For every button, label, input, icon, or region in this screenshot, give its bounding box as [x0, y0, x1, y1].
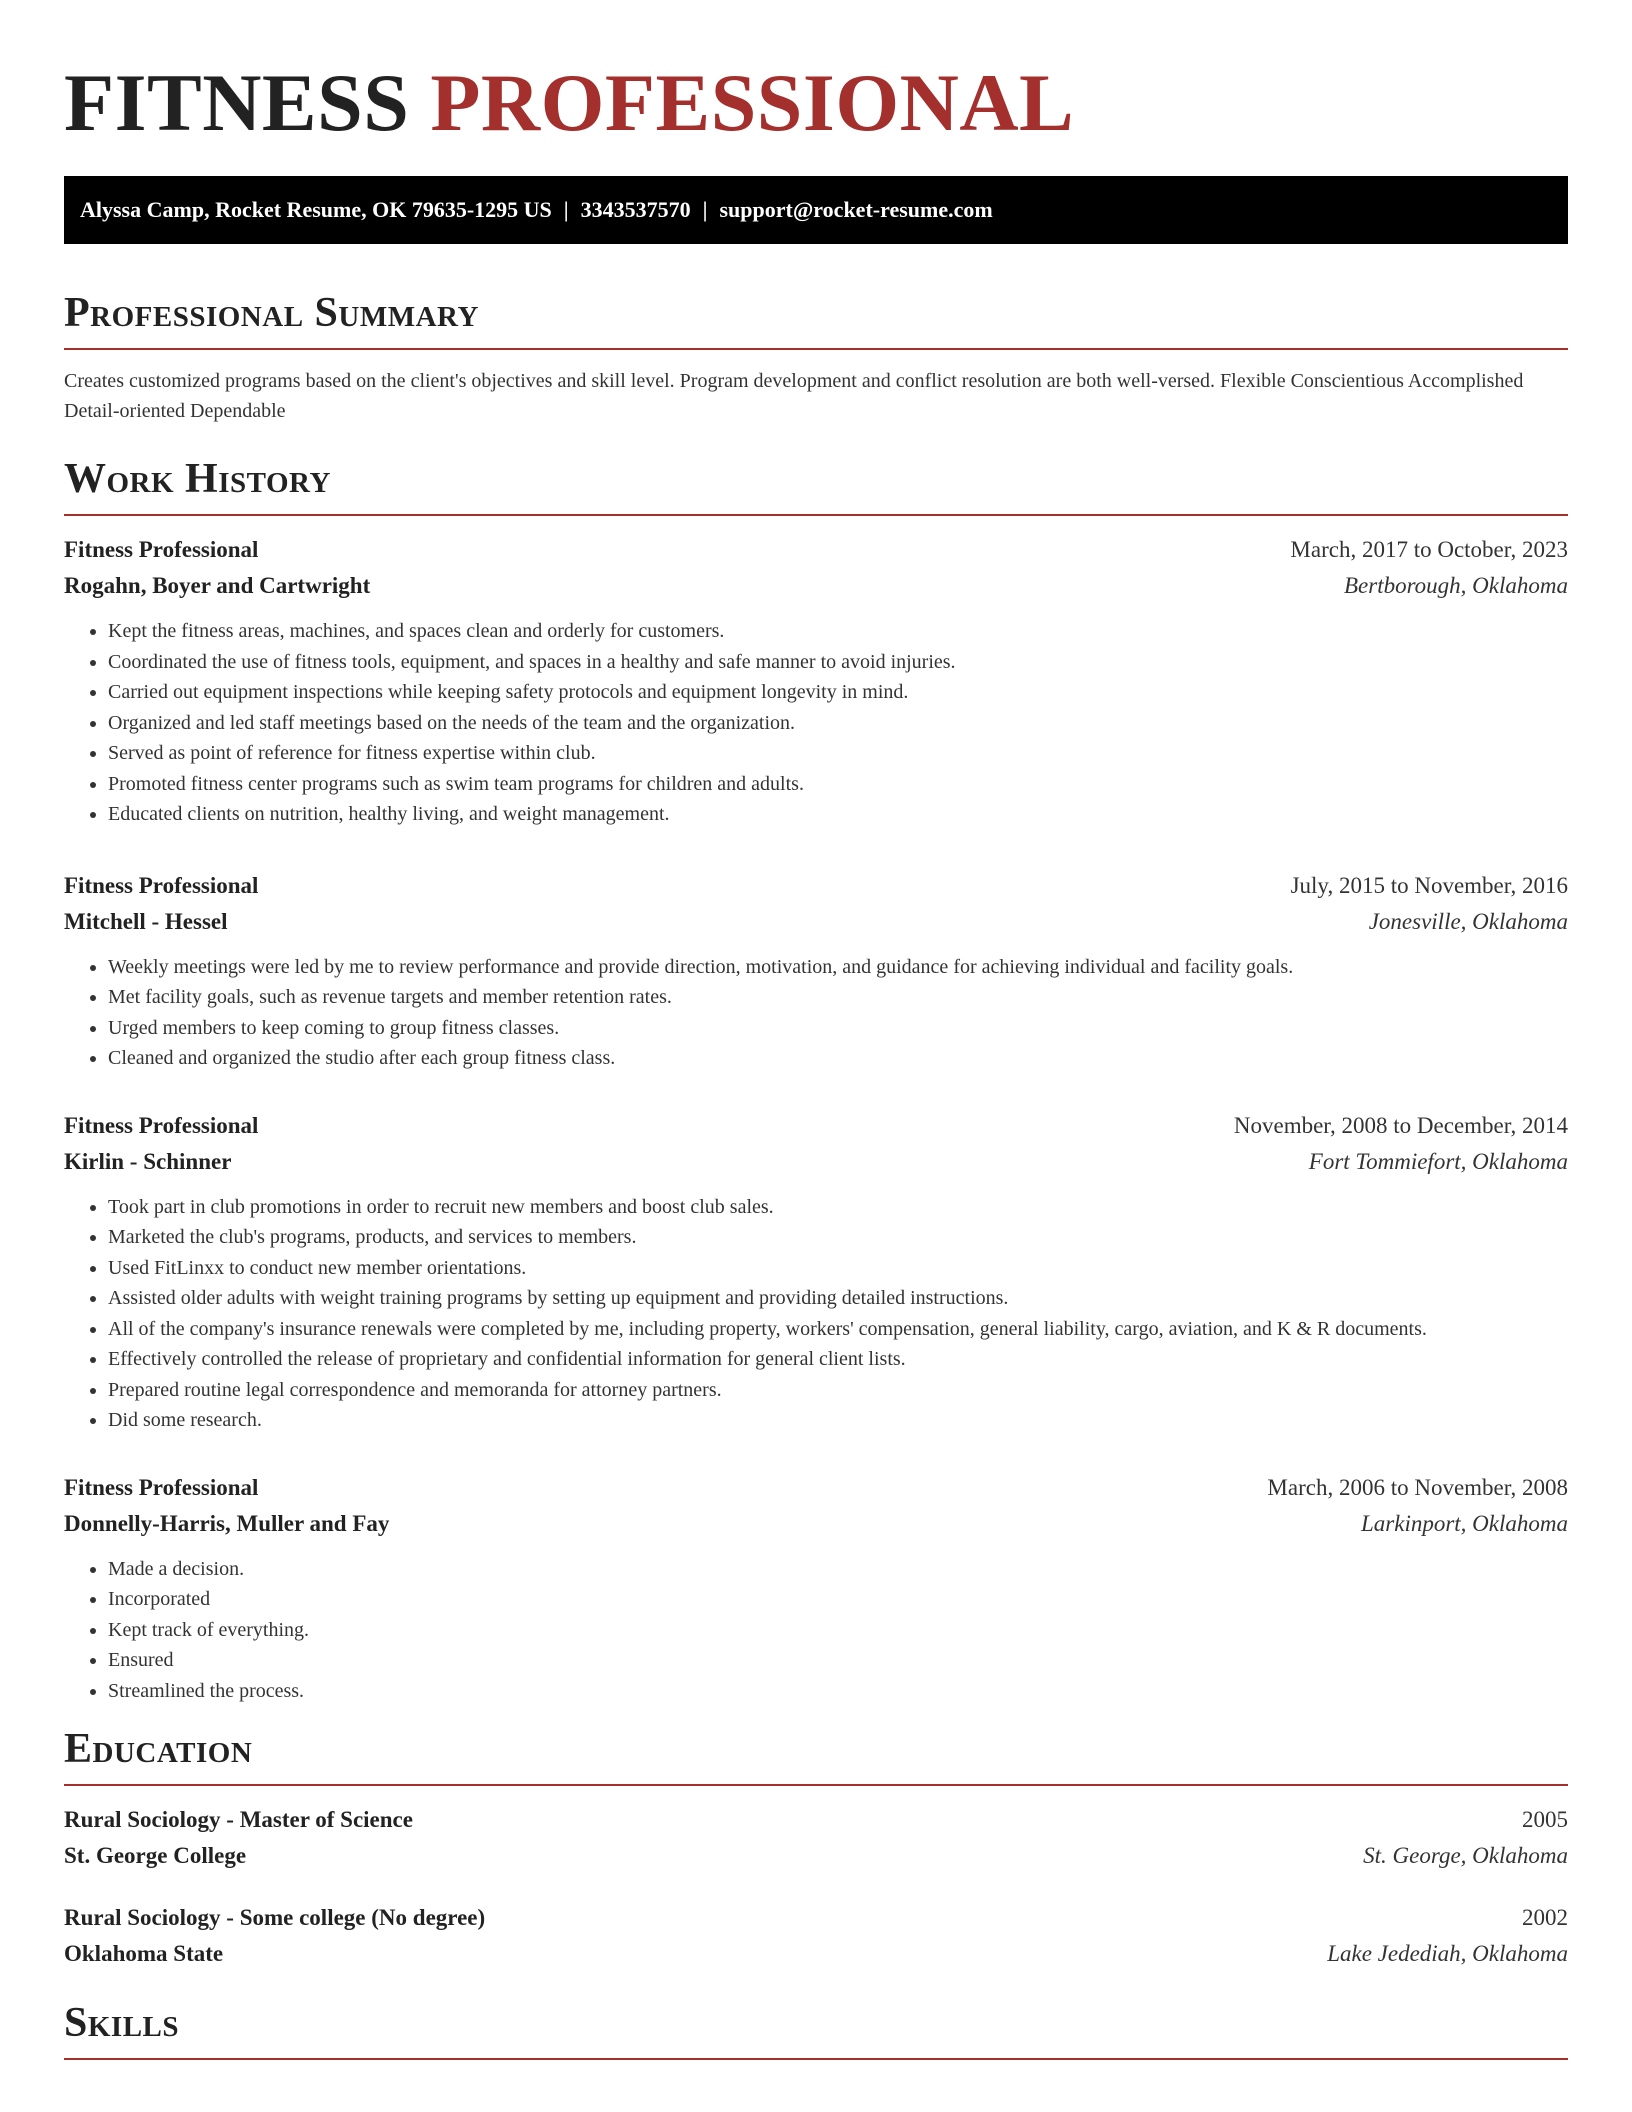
- job-dates: March, 2006 to November, 2008: [1267, 1474, 1568, 1500]
- job-title: Fitness Professional: [64, 1474, 259, 1500]
- education-entry: [64, 1900, 1568, 1972]
- summary-text: Creates customized programs based on the client's objectives and skill level. Program development and conflict resolution are both well-versed. Flexible Conscientious Accomplished Detail-oriented Dependable: [64, 370, 1524, 422]
- education-degree: Rural Sociology - Master of Science: [64, 1807, 413, 1832]
- job-entry: [64, 868, 1568, 1074]
- section-heading-education: Education: [64, 1726, 253, 1772]
- job-bullet: • Carried out equipment inspections while keeping safety protocols and equipment longevity in mind.: [108, 677, 1568, 708]
- job-company: Rogahn, Boyer and Cartwright: [64, 573, 371, 598]
- education-location: St. George, Oklahoma: [1363, 1843, 1568, 1868]
- education-degree-row: [64, 1900, 1568, 1936]
- job-dates: March, 2017 to October, 2023: [1290, 537, 1568, 562]
- job-bullet: • Marketed the club's programs, products, and services to members.: [108, 1222, 1568, 1253]
- summary-section: [64, 288, 1568, 426]
- section-divider: [64, 514, 1568, 516]
- job-bullet: • All of the company's insurance renewals were completed by me, including property, workers' compensation, general liability, cargo, aviation, and K & R documents.: [108, 1314, 1568, 1345]
- education-school-row: [64, 1936, 1568, 1972]
- job-entry: [64, 1470, 1568, 1707]
- job-location: Fort Tommiefort, Oklahoma: [1308, 1148, 1568, 1174]
- job-bullet: • Streamlined the process.: [108, 1676, 1568, 1707]
- job-bullet: • Effectively controlled the release of proprietary and confidential information for general client lists.: [108, 1344, 1568, 1375]
- contact-separator: |: [702, 197, 708, 222]
- education-entry: [64, 1802, 1568, 1874]
- education-degree-row: [64, 1802, 1568, 1838]
- job-bullets: [64, 952, 1568, 1074]
- job-title: Fitness Professional: [64, 872, 259, 898]
- job-bullet: • Took part in club promotions in order to recruit new members and boost club sales.: [108, 1192, 1568, 1223]
- contact-phone: 3343537570: [580, 197, 691, 222]
- job-bullet: • Incorporated: [108, 1584, 1568, 1615]
- job-bullet: • Organized and led staff meetings based on the needs of the team and the organization.: [108, 708, 1568, 739]
- job-bullet: • Coordinated the use of fitness tools, equipment, and spaces in a healthy and safe manner to avoid injuries.: [108, 647, 1568, 678]
- section-divider: [64, 2058, 1568, 2060]
- job-bullet: • Kept the fitness areas, machines, and spaces clean and orderly for customers.: [108, 616, 1568, 647]
- section-divider: [64, 348, 1568, 350]
- job-location: Jonesville, Oklahoma: [1368, 908, 1568, 934]
- job-bullet: • Weekly meetings were led by me to review performance and provide direction, motivation, and guidance for achieving individual and facility goals.: [108, 952, 1568, 983]
- resume-page: [64, 0, 1568, 2060]
- title-accent: PROFESSIONAL: [430, 57, 1075, 148]
- job-entry: [64, 532, 1568, 830]
- section-heading-summary: Professional Summary: [64, 290, 479, 336]
- education-year: 2002: [1522, 1905, 1568, 1930]
- title-primary: FITNESS: [64, 57, 410, 148]
- education-degree: Rural Sociology - Some college (No degree): [64, 1905, 486, 1930]
- job-company: Kirlin - Schinner: [64, 1148, 232, 1174]
- job-bullet: • Promoted fitness center programs such as swim team programs for children and adults.: [108, 769, 1568, 800]
- job-bullet: • Prepared routine legal correspondence and memoranda for attorney partners.: [108, 1375, 1568, 1406]
- contact-bar: [64, 176, 1568, 244]
- job-company: Mitchell - Hessel: [64, 908, 228, 934]
- job-title: Fitness Professional: [64, 537, 259, 562]
- job-company-row: [64, 904, 1568, 940]
- section-heading-skills: Skills: [64, 2000, 180, 2046]
- job-bullet: • Met facility goals, such as revenue targets and member retention rates.: [108, 982, 1568, 1013]
- job-company-row: [64, 1506, 1568, 1542]
- job-bullet: • Cleaned and organized the studio after each group fitness class.: [108, 1043, 1568, 1074]
- education-section: [64, 1724, 1568, 1972]
- job-header-row: [64, 532, 1568, 568]
- skills-section: [64, 1998, 1568, 2060]
- job-bullet: • Educated clients on nutrition, healthy living, and weight management.: [108, 799, 1568, 830]
- education-school-row: [64, 1838, 1568, 1874]
- section-heading-work-history: Work History: [64, 456, 331, 502]
- contact-separator: |: [563, 197, 569, 222]
- work-history-section: [64, 454, 1568, 1706]
- job-header-row: [64, 1470, 1568, 1506]
- job-bullet: • Urged members to keep coming to group fitness classes.: [108, 1013, 1568, 1044]
- education-year: 2005: [1522, 1807, 1568, 1832]
- job-header-row: [64, 1108, 1568, 1144]
- job-bullet: • Served as point of reference for fitness expertise within club.: [108, 738, 1568, 769]
- job-dates: July, 2015 to November, 2016: [1290, 872, 1568, 898]
- job-bullet: • Ensured: [108, 1645, 1568, 1676]
- section-divider: [64, 1784, 1568, 1786]
- job-bullet: • Used FitLinxx to conduct new member orientations.: [108, 1253, 1568, 1284]
- contact-email[interactable]: support@rocket-resume.com: [719, 197, 993, 222]
- job-title: Fitness Professional: [64, 1112, 259, 1138]
- job-company-row: [64, 1144, 1568, 1180]
- job-bullets: [64, 616, 1568, 830]
- job-company: Donnelly-Harris, Muller and Fay: [64, 1510, 390, 1536]
- resume-title: [64, 0, 1568, 148]
- education-school: St. George College: [64, 1843, 247, 1868]
- job-bullet: • Kept track of everything.: [108, 1615, 1568, 1646]
- job-header-row: [64, 868, 1568, 904]
- job-dates: November, 2008 to December, 2014: [1233, 1112, 1568, 1138]
- job-bullets: [64, 1554, 1568, 1707]
- job-location: Bertborough, Oklahoma: [1343, 573, 1568, 598]
- job-bullet: • Made a decision.: [108, 1554, 1568, 1585]
- contact-address: Alyssa Camp, Rocket Resume, OK 79635-1295 US: [80, 197, 552, 222]
- job-entry: [64, 1108, 1568, 1436]
- job-bullet: • Did some research.: [108, 1405, 1568, 1436]
- job-location: Larkinport, Oklahoma: [1361, 1510, 1568, 1536]
- education-location: Lake Jedediah, Oklahoma: [1327, 1941, 1568, 1966]
- education-school: Oklahoma State: [64, 1941, 224, 1966]
- job-bullet: • Assisted older adults with weight training programs by setting up equipment and providing detailed instructions.: [108, 1283, 1568, 1314]
- job-bullets: [64, 1192, 1568, 1436]
- job-company-row: [64, 568, 1568, 604]
